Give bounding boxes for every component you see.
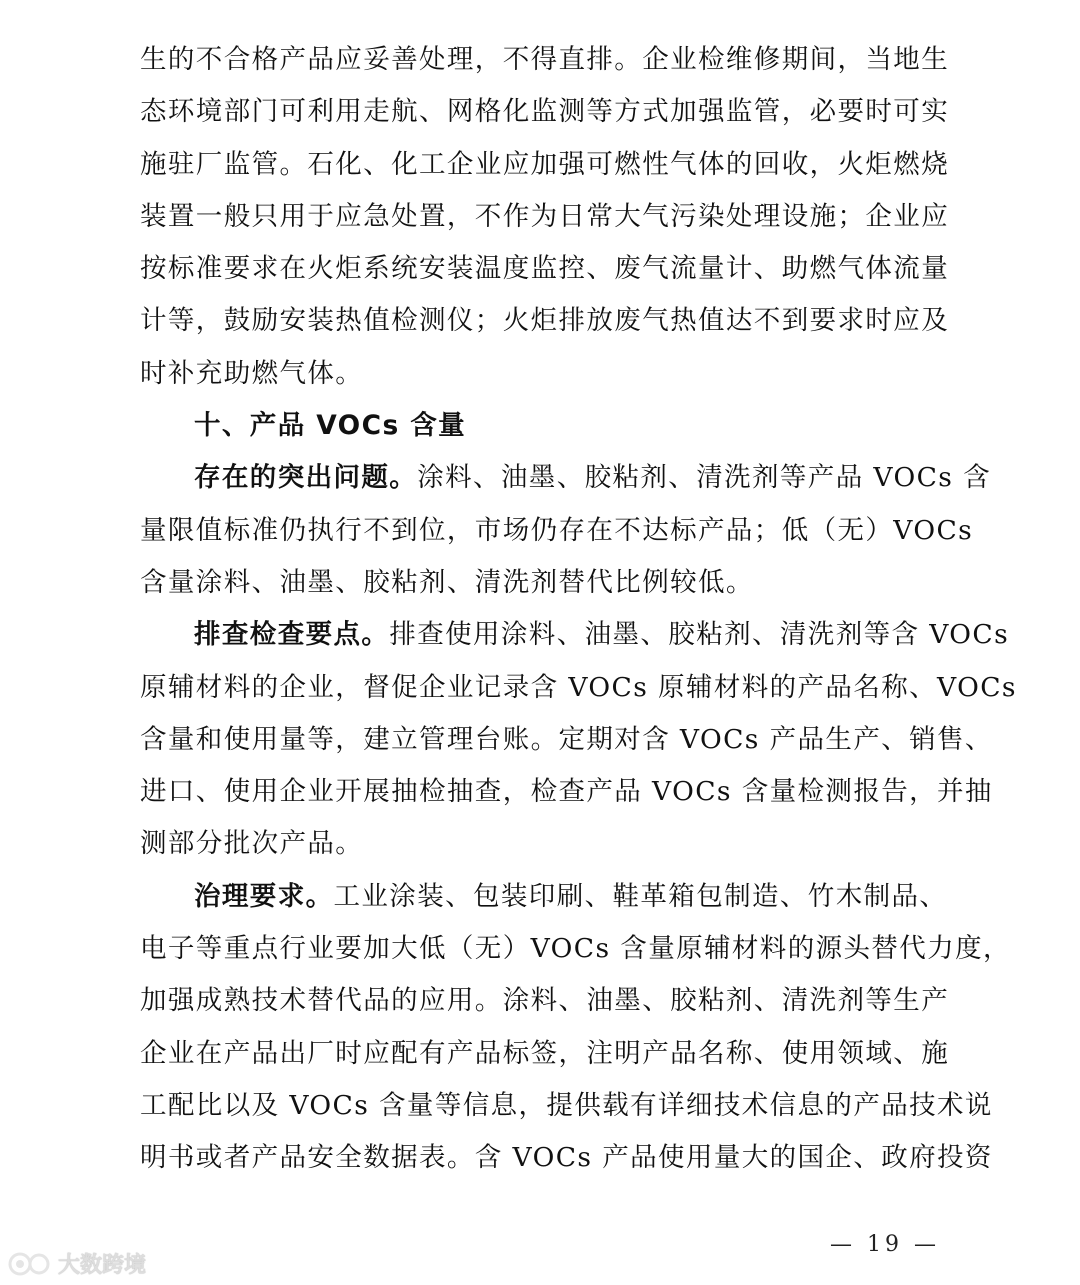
text-line [140, 452, 992, 504]
text-line: 态环境部门可利用走航、网格化监测等方式加强监管，必要时可实 [140, 96, 950, 128]
watermark [8, 1248, 146, 1279]
paragraph-governance [140, 871, 1011, 1185]
text-line: 进口、使用企业开展抽检抽查，检查产品 VOCs 含量检测报告，并抽 [140, 776, 993, 808]
text-segment: 涂料、油墨、胶粘剂、清洗剂等产品 VOCs 含 [417, 462, 992, 494]
text-line: 生的不合格产品应妥善处理，不得直排。企业检维修期间，当地生 [140, 44, 950, 75]
paragraph-continuation [140, 34, 950, 400]
text-line: 原辅材料的企业，督促企业记录含 VOCs 原辅材料的产品名称、VOCs [140, 671, 1017, 703]
text-segment: 工业涂装、包装印刷、鞋革箱包制造、竹木制品、 [333, 880, 948, 912]
text-line: 电子等重点行业要加大低（无）VOCs 含量原辅材料的源头替代力度， [140, 933, 1011, 965]
text-segment: 排查使用涂料、油墨、胶粘剂、清洗剂等含 VOCs [389, 619, 1010, 651]
text-line: 含量和使用量等，建立管理台账。定期对含 VOCs 产品生产、销售、 [140, 723, 993, 755]
text-line: 施驻厂监管。石化、化工企业应加强可燃性气体的回收，火炬燃烧 [140, 148, 950, 180]
body-text [140, 34, 1017, 1185]
text-line: 加强成熟技术替代品的应用。涂料、油墨、胶粘剂、清洗剂等生产 [140, 985, 950, 1017]
text-line: 工配比以及 VOCs 含量等信息，提供载有详细技术信息的产品技术说 [140, 1089, 993, 1121]
text-line: 测部分批次产品。 [140, 828, 364, 860]
text-line: 明书或者产品安全数据表。含 VOCs 产品使用量大的国企、政府投资 [140, 1142, 993, 1174]
text-line: 计等，鼓励安装热值检测仪；火炬排放废气热值达不到要求时应及 [140, 305, 950, 337]
section-heading: 十、产品 VOCs 含量 [194, 410, 467, 442]
page-number: — 19 — [830, 1232, 940, 1257]
paragraph-label: 排查检查要点。 [194, 619, 390, 651]
text-line: 按标准要求在火炬系统安装温度监控、废气流量计、助燃气体流量 [140, 253, 950, 285]
paragraph-inspection [140, 609, 1017, 870]
text-line [140, 871, 948, 923]
text-line: 时补充助燃气体。 [140, 357, 364, 389]
text-line: 企业在产品出厂时应配有产品标签，注明产品名称、使用领域、施 [140, 1037, 950, 1069]
watermark-logo-icon [8, 1251, 52, 1277]
watermark-text: 大数跨境 [58, 1253, 147, 1278]
paragraph-problems [140, 452, 992, 609]
text-line [140, 609, 1010, 661]
paragraph-label: 存在的突出问题。 [194, 462, 418, 494]
text-line: 装置一般只用于应急处置，不作为日常大气污染处理设施；企业应 [140, 200, 950, 232]
text-line: 量限值标准仍执行不到位，市场仍存在不达标产品；低（无）VOCs [140, 514, 974, 546]
text-line: 含量涂料、油墨、胶粘剂、清洗剂替代比例较低。 [140, 566, 754, 598]
paragraph-label: 治理要求。 [194, 880, 334, 912]
